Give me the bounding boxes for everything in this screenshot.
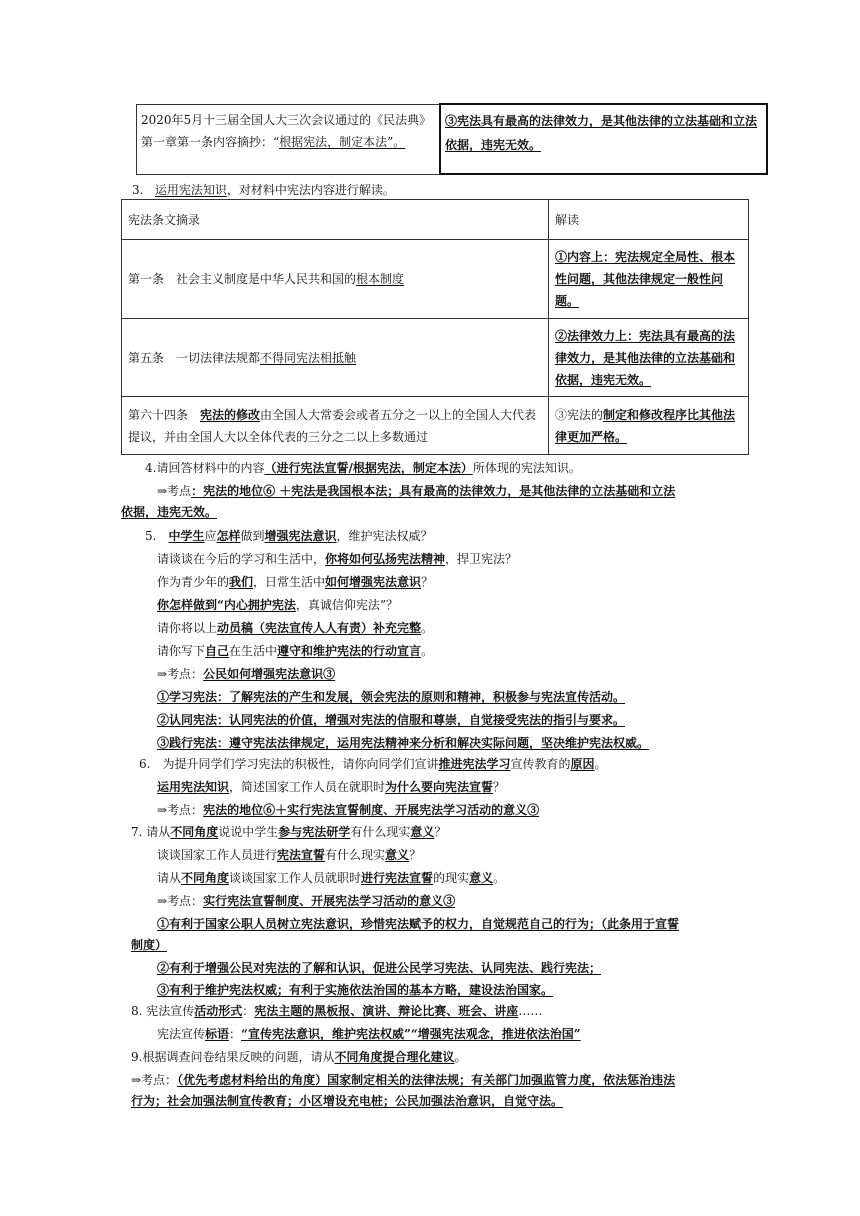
q7-point-1-cont: 制度） [131,938,168,952]
question-3: 3. 运用宪法知识，对材料中宪法内容进行解读。 [132,183,395,197]
excerpt-cell-left [137,104,441,174]
table-row: 第六十四条 宪法的修改由全国人大常委会或者五分之一以上的全国人大代表提议，并由全国人大以全体代表的三分之二以上多数通过 ③宪法的制定和修改程序比其他法律更加严格。 [122,397,749,455]
question-4: 4.请回答材料中的内容（进行宪法宣誓/根据宪法，制定本法）所体现的宪法知识。 [145,461,581,475]
question-8: 8. 宪法宣传活动形式：宪法主题的黑板报、演讲、辩论比赛、班会、讲座…… [131,1004,543,1018]
table-row: 第五条 一切法律法规都不得同宪法相抵触 ②法律效力上：宪法具有最高的法律效力，是其他法律的立法基础和依据，违宪无效。 [122,319,749,397]
excerpt-text: 第一章第一条内容摘抄：“ [141,134,280,149]
question-9: 9.根据调查问卷结果反映的问题，请从不同角度提合理化建议。 [131,1050,467,1064]
question-7: 7. 请从不同角度说说中学生参与宪法研学有什么现实意义？ [131,825,447,839]
table-header-right: 解读 [549,200,749,240]
q5-line-4: 你怎样做到“内心拥护宪法，真诚信仰宪法”？ [157,598,399,612]
q4-key-point-cont: 依据，违宪无效。 [121,505,218,519]
q7-line-3: 请从不同角度谈谈国家工作人员就职时进行宪法宣誓的现实意义。 [157,871,506,885]
constitution-table [121,199,749,455]
excerpt-table [136,103,768,175]
q7-point-2: ②有利于增强公民对宪法的了解和认识，促进公民学习宪法、认同宪法、践行宪法； [157,961,602,975]
q6-line-2: 运用宪法知识，简述国家工作人员在就职时为什么要向宪法宣誓？ [157,780,506,794]
q5-line-5: 请你将以上动员稿（宪法宣传人人有责）补充完整。 [157,621,434,635]
table-row: 第一条 社会主义制度是中华人民共和国的根本制度 ①内容上：宪法规定全局性、根本性问题，其他法律规定一般性问题。 [122,240,749,319]
q9-key-point: ⇒考点：（优先考虑材料给出的角度）国家制定相关的法律法规；有关部门加强监管力度，依法惩治违法 [131,1073,676,1087]
table-header-left: 宪法条文摘录 [122,200,549,240]
q5-line-6: 请你写下自己在生活中遵守和维护宪法的行动宣言。 [157,644,434,658]
excerpt-cell-right [440,104,767,174]
q7-line-2: 谈谈国家工作人员进行宪法宣誓有什么现实意义？ [157,848,422,862]
question-6: 6. 为提升同学们学习宪法的积极性，请你向同学们宣讲推进宪法学习宣传教育的原因。 [139,757,607,771]
q5-key-point: ⇒考点：公民如何增强宪法意识③ [157,667,336,681]
q9-key-point-cont: 行为；社会加强法制宣传教育；小区增设充电桩；公民加强法治意识，自觉守法。 [131,1094,564,1108]
q5-point-2: ②认同宪法：认同宪法的价值，增强对宪法的信服和尊崇，自觉接受宪法的指引与要求。 [157,713,626,727]
question-5: 5. 中学生应怎样做到增强宪法意识，维护宪法权威？ [145,529,433,543]
q8-line-2: 宪法宣传标语：“宣传宪法意识，维护宪法权威”“增强宪法观念，推进依法治国” [157,1027,581,1041]
excerpt-answer: ③宪法具有最高的法律效力，是其他法律的立法基础和立法依据，违宪无效。 [445,114,758,152]
q6-key-point: ⇒考点：宪法的地位⑥＋实行宪法宣誓制度、开展宪法学习活动的意义③ [157,803,540,817]
q5-point-3: ③践行宪法：遵守宪法法律规定，运用宪法精神来分析和解决实际问题，坚决维护宪法权威。 [157,736,650,750]
q5-line-2: 请谈谈在今后的学习和生活中，你将如何弘扬宪法精神，捍卫宪法？ [157,552,518,566]
q7-key-point: ⇒考点：实行宪法宣誓制度、开展宪法学习活动的意义③ [157,894,456,908]
q4-key-point: ⇒考点：宪法的地位⑥ ＋宪法是我国根本法；具有最高的法律效力，是其他法律的立法基础和立法 [157,484,676,498]
q7-point-1: ①有利于国家公职人员树立宪法意识，珍惜宪法赋予的权力，自觉规范自己的行为；（此条用于宣誓 [157,917,680,931]
excerpt-quote: 根据宪法，制定本法”。 [279,134,406,149]
excerpt-text: 2020年5月十三届全国人大三次会议通过的《民法典》 [141,112,432,127]
q5-line-3: 作为青少年的我们，日常生活中如何增强宪法意识？ [157,575,434,589]
q7-point-3: ③有利于维护宪法权威；有利于实施依法治国的基本方略，建设法治国家。 [157,983,554,997]
q5-point-1: ①学习宪法：了解宪法的产生和发展，领会宪法的原则和精神，积极参与宪法宣传活动。 [157,690,626,704]
